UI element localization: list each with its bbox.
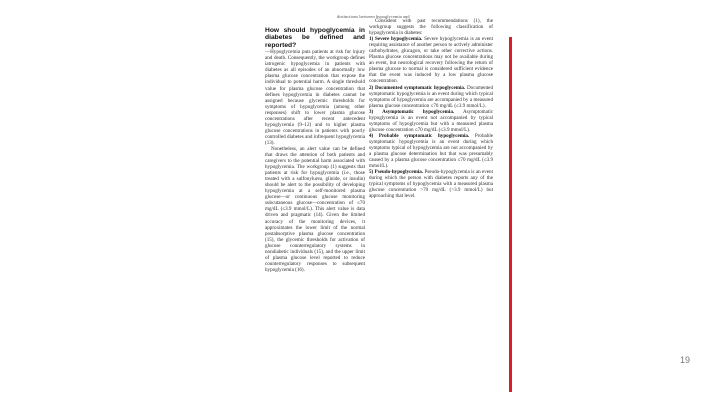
classification-item bbox=[369, 133, 493, 169]
classification-item bbox=[369, 85, 493, 109]
item-text: Probable symptomatic hypoglycemia is an event during which symptoms typical of hypoglycemia are not accompanied by a plasma glucose determination but that was presumably caused by a plasma glucose concentration ≤70 mg/dL (≤3.9 mmol/L). bbox=[369, 132, 493, 170]
classification-item bbox=[369, 109, 493, 133]
page-number: 19 bbox=[679, 355, 690, 365]
item-label: 3) Asymptomatic hypoglycemia. bbox=[369, 108, 455, 115]
section-heading: How should hypoglycemia in diabetes be defined and reported? bbox=[265, 27, 365, 49]
item-text: Severe hypoglycemia is an event requiring assistance of another person to actively administer carbohydrates, glucagon, or take other corrective actions. Plasma glucose concentrations may not be available during an event, but neurological recovery following the return of plasma glucose to normal is considered sufficient evidence that the event was induced by a low plasma glucose concentration. bbox=[369, 36, 493, 85]
accent-bar bbox=[509, 37, 512, 392]
header-strip: distinctions between hypoglycemia and bbox=[337, 14, 410, 19]
item-label: 1) Severe hypoglycemia. bbox=[369, 36, 423, 43]
left-column bbox=[265, 27, 365, 399]
classification-item bbox=[369, 169, 493, 199]
item-label: 2) Documented symptomatic hypoglycemia. bbox=[369, 84, 466, 91]
item-text: Pseudo-hypoglycemia is an event during which the person with diabetes reports any of the typical symptoms of hypoglycemia with a measured plasma glucose concentration >70 mg/dL (>3.9 mmol/L) but approaching that level. bbox=[369, 169, 493, 200]
item-text: Documented symptomatic hypoglycemia is an event during which typical symptoms of hypoglycemia are accompanied by a measured plasma glucose concentration ≤70 mg/dL (≤3.9 mmol/L). bbox=[369, 84, 493, 109]
body-paragraph: Nonetheless, an alert value can be defined that draws the attention of both patients and caregivers to the potential harm associated with hypoglycemia. The workgroup (1) suggests that patients at risk for hypoglycemia (i.e., those treated with a sulfonylurea, glinide, or insulin) should be alert to the possibility of developing hypoglycemia at a self-monitored plasma glucose—or continuous glucose monitoring subcutaneous glucose—concentration of ≤70 mg/dL (≤3.9 mmol/L). This alert value is data driven and pragmatic (14). Given the limited accuracy of the monitoring devices, it approximates the lower limit of the normal postabsorptive plasma glucose concentration (15), the glycemic thresholds for activation of glucose counterregulatory systems in nondiabetic individuals (15), and the upper limit of plasma glucose level reported to reduce counterregulatory responses to subsequent hypoglycemia (16). bbox=[265, 145, 365, 273]
document-page bbox=[265, 14, 505, 400]
item-label: 5) Pseudo-hypoglycemia. bbox=[369, 169, 424, 176]
item-text: Asymptomatic hypoglycemia is an event not accompanied by typical symptoms of hypoglycemia but with a measured plasma glucose concentration ≤70 mg/dL (≤3.9 mmol/L). bbox=[369, 108, 493, 133]
classification-intro: Consistent with past recommendations (1), the workgroup suggests the following classification of hypoglycemia in diabetes: bbox=[369, 18, 493, 37]
intro-paragraph: —Hypoglycemia puts patients at risk for injury and death. Consequently, the workgroup defines iatrogenic hypoglycemia in patients with diabetes as all episodes of an abnormally low plasma glucose concentration that expose the individual to potential harm. A single threshold value for plasma glucose concentration that defines hypoglycemia in diabetes cannot be assigned because glycemic thresholds for symptoms of hypoglycemia (among other responses) shift to lower plasma glucose concentrations after recent antecedent hypoglycemia (9–12) and to higher plasma glucose concentrations in patients with poorly controlled diabetes and infrequent hypoglycemia (13). bbox=[265, 49, 365, 146]
right-column bbox=[369, 18, 493, 390]
item-label: 4) Probable symptomatic hypoglycemia. bbox=[369, 132, 470, 139]
classification-item bbox=[369, 36, 493, 84]
